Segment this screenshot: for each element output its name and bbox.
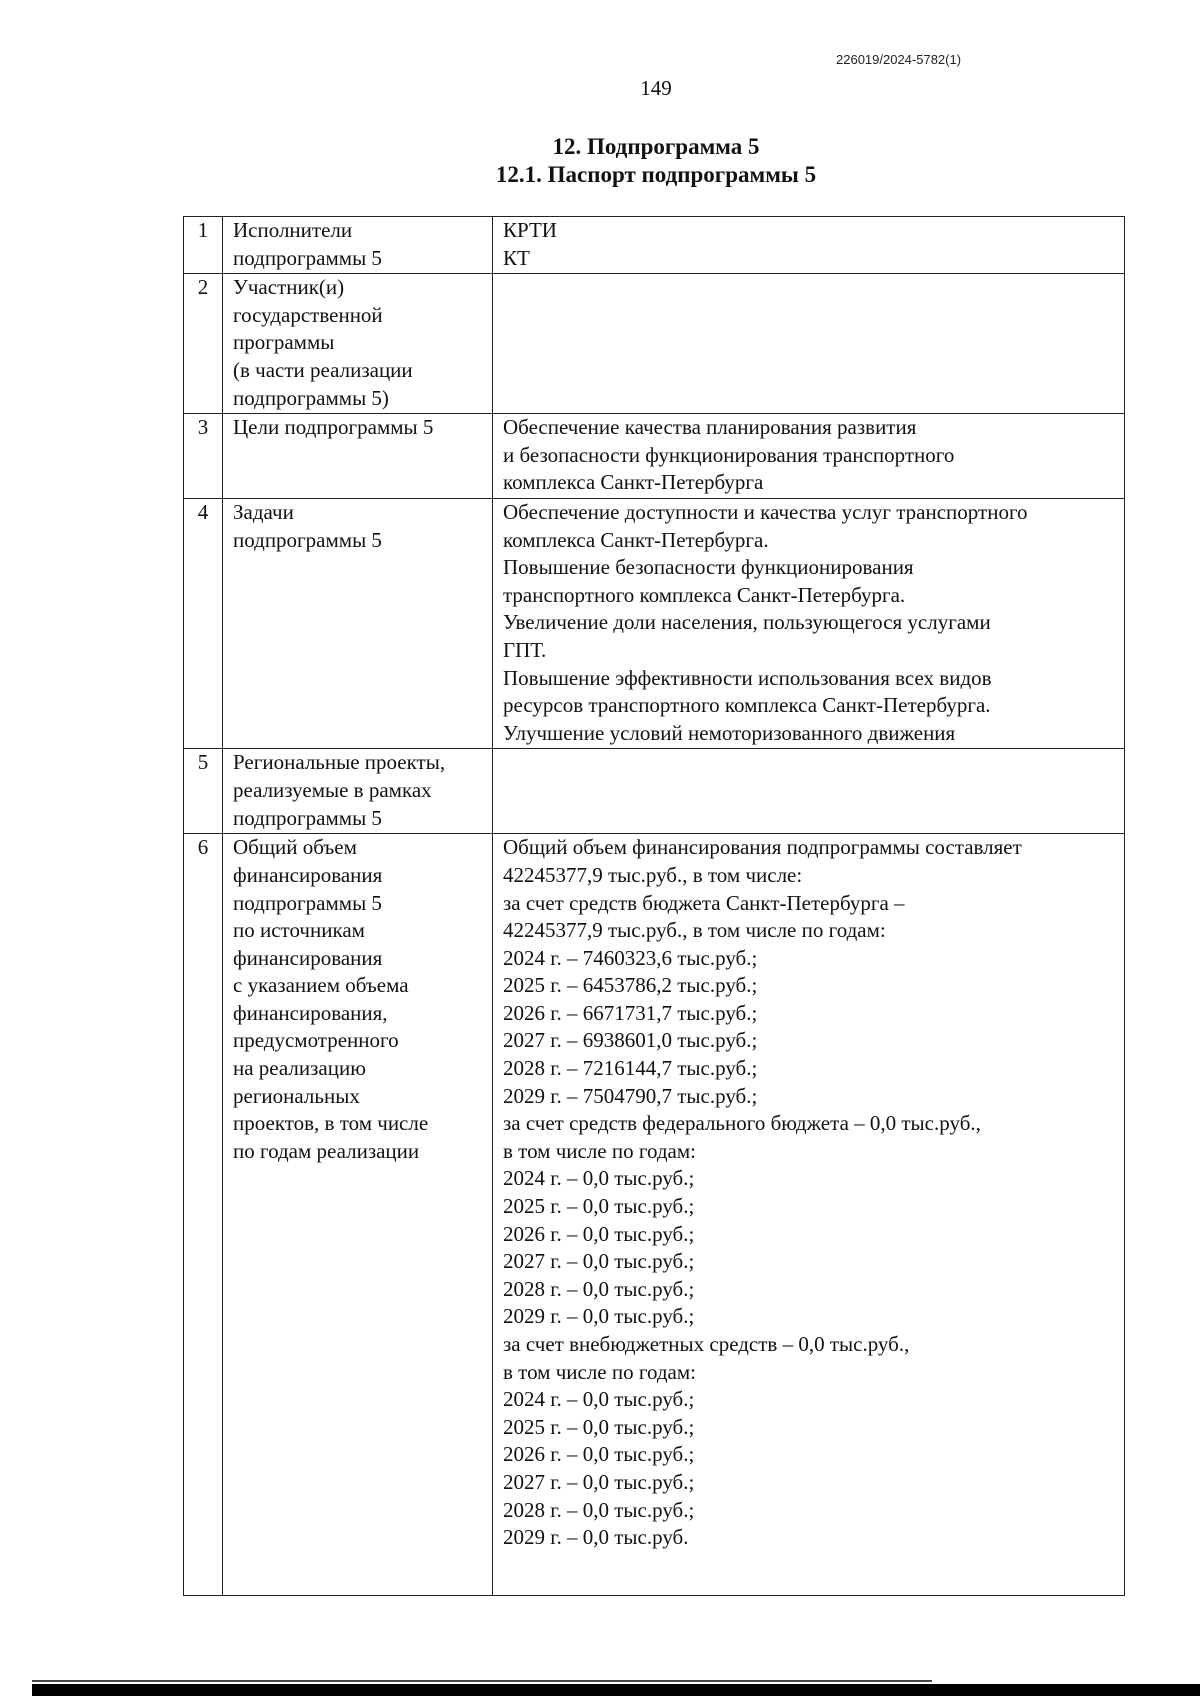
content-line: 2028 г. – 7216144,7 тыс.руб.;	[503, 1056, 758, 1081]
label-line: Цели подпрограммы 5	[233, 415, 434, 440]
label-line: государственной	[233, 302, 383, 327]
label-line: (в части реализации	[233, 357, 413, 382]
row-label	[223, 834, 493, 1596]
content-line: комплекса Санкт-Петербурга.	[503, 527, 769, 552]
label-line: Исполнители	[233, 218, 353, 242]
label-line: подпрограммы 5	[233, 890, 382, 915]
row-content	[493, 274, 1125, 414]
content-line: Обеспечение доступности и качества услуг транспортного	[503, 499, 1028, 524]
label-line: Участник(и)	[233, 275, 345, 300]
content-line: 2027 г. – 6938601,0 тыс.руб.;	[503, 1028, 758, 1053]
content-line: Повышение эффективности использования всех видов	[503, 665, 992, 690]
label-line: Региональные проекты,	[233, 750, 446, 775]
content-line: Повышение безопасности функционирования	[503, 555, 914, 580]
label-line: финансирования,	[233, 1000, 388, 1025]
content-line: комплекса Санкт-Петербурга	[503, 470, 764, 495]
content-line: и безопасности функционирования транспортного	[503, 442, 955, 467]
content-line: 2024 г. – 0,0 тыс.руб.;	[503, 1387, 695, 1412]
content-line: 2026 г. – 0,0 тыс.руб.;	[503, 1442, 695, 1467]
content-line: 2028 г. – 0,0 тыс.руб.;	[503, 1497, 695, 1522]
row-number: 4	[184, 498, 223, 748]
content-line: за счет средств бюджета Санкт-Петербурга –	[503, 890, 905, 915]
content-line: 2027 г. – 0,0 тыс.руб.;	[503, 1469, 695, 1494]
passport-table-body	[184, 217, 1125, 1596]
label-line: подпрограммы 5	[233, 805, 382, 830]
table-row	[184, 274, 1125, 414]
row-number: 2	[184, 274, 223, 414]
row-label	[223, 414, 493, 499]
row-content	[493, 498, 1125, 748]
label-line: региональных	[233, 1083, 360, 1108]
content-line: 42245377,9 тыс.руб., в том числе по годам:	[503, 918, 886, 943]
table-row	[184, 217, 1125, 274]
row-content	[493, 834, 1125, 1596]
content-line: Улучшение условий немоторизованного движения	[503, 720, 956, 745]
row-label	[223, 274, 493, 414]
subprogram-passport-table	[183, 216, 1125, 1596]
label-line: проектов, в том числе	[233, 1111, 429, 1136]
row-label	[223, 749, 493, 834]
content-line: за счет средств федерального бюджета – 0,0 тыс.руб.,	[503, 1111, 981, 1136]
subsection-title: 12.1. Паспорт подпрограммы 5	[495, 162, 817, 187]
label-line: по источникам	[233, 918, 365, 943]
section-title: 12. Подпрограмма 5	[552, 134, 760, 159]
content-line: 2027 г. – 0,0 тыс.руб.;	[503, 1249, 695, 1274]
label-line: программы	[233, 330, 335, 355]
scan-edge-bar	[32, 1684, 1200, 1696]
page-number: 149	[640, 76, 672, 100]
content-line: 2025 г. – 0,0 тыс.руб.;	[503, 1414, 695, 1439]
label-line: Общий объем	[233, 835, 357, 860]
label-line: по годам реализации	[233, 1138, 420, 1163]
table-row	[184, 414, 1125, 499]
content-line: Обеспечение качества планирования развития	[503, 415, 917, 440]
label-line: реализуемые в рамках	[233, 777, 432, 802]
row-number: 3	[184, 414, 223, 499]
content-line: Увеличение доли населения, пользующегося услугами	[503, 610, 991, 635]
content-line: 2024 г. – 0,0 тыс.руб.;	[503, 1166, 695, 1191]
content-line: 2029 г. – 0,0 тыс.руб.;	[503, 1304, 695, 1329]
content-line: в том числе по годам:	[503, 1138, 696, 1163]
content-line: за счет внебюджетных средств – 0,0 тыс.руб.,	[503, 1332, 910, 1356]
label-line: подпрограммы 5)	[233, 385, 389, 410]
row-number: 1	[184, 217, 223, 274]
row-number: 6	[184, 834, 223, 1596]
content-line: 2024 г. – 7460323,6 тыс.руб.;	[503, 945, 758, 970]
content-line: КРТИ	[503, 218, 557, 242]
document-number: 226019/2024-5782(1)	[836, 52, 962, 67]
content-line: 2029 г. – 7504790,7 тыс.руб.;	[503, 1083, 758, 1108]
row-number: 5	[184, 749, 223, 834]
content-line: 2029 г. – 0,0 тыс.руб.	[503, 1525, 689, 1550]
content-line: ресурсов транспортного комплекса Санкт-Петербурга.	[503, 693, 991, 718]
content-line: транспортного комплекса Санкт-Петербурга.	[503, 582, 906, 607]
content-line: 2026 г. – 6671731,7 тыс.руб.;	[503, 1000, 758, 1025]
label-line: финансирования	[233, 945, 383, 970]
content-line: КТ	[503, 245, 530, 270]
content-line: 2025 г. – 6453786,2 тыс.руб.;	[503, 973, 758, 998]
content-line: Общий объем финансирования подпрограммы составляет	[503, 835, 1022, 860]
table-row	[184, 498, 1125, 748]
table-row	[184, 749, 1125, 834]
content-line: в том числе по годам:	[503, 1359, 696, 1384]
content-line: 2026 г. – 0,0 тыс.руб.;	[503, 1221, 695, 1246]
scan-edge-line	[32, 1680, 932, 1682]
row-label	[223, 217, 493, 274]
content-line: ГПТ.	[503, 637, 547, 662]
label-line: на реализацию	[233, 1056, 366, 1081]
row-content	[493, 749, 1125, 834]
content-line: 2025 г. – 0,0 тыс.руб.;	[503, 1194, 695, 1219]
table-row	[184, 834, 1125, 1596]
label-line: финансирования	[233, 862, 383, 887]
label-line: Задачи	[233, 499, 294, 524]
row-label	[223, 498, 493, 748]
label-line: с указанием объема	[233, 973, 409, 998]
label-line: подпрограммы 5	[233, 527, 382, 552]
label-line: предусмотренного	[233, 1028, 399, 1053]
label-line: подпрограммы 5	[233, 245, 382, 270]
row-content	[493, 217, 1125, 274]
content-line: 2028 г. – 0,0 тыс.руб.;	[503, 1276, 695, 1301]
content-line: 42245377,9 тыс.руб., в том числе:	[503, 862, 803, 887]
row-content	[493, 414, 1125, 499]
